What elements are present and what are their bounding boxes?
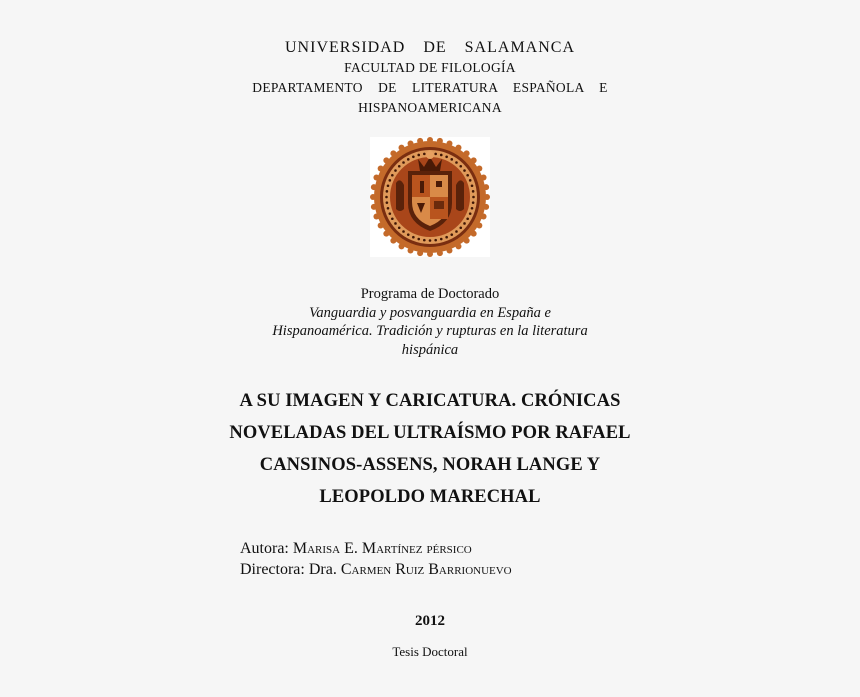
title-line-1: A SU IMAGEN Y CARICATURA. CRÓNICAS (239, 391, 621, 411)
program-name-line-2: Hispanoamérica. Tradición y rupturas en la literatura (272, 323, 588, 339)
university-name: UNIVERSIDAD DE SALAMANCA (285, 39, 575, 56)
university-seal-icon (370, 137, 490, 257)
department-line-1: DEPARTAMENTO DE LITERATURA ESPAÑOLA E (252, 80, 608, 95)
title-line-3: CANSINOS-ASSENS, NORAH LANGE Y (259, 455, 601, 475)
program-name-line-3: hispánica (401, 341, 459, 358)
author-line (240, 539, 512, 560)
director-label: Directora: Dra. (240, 560, 341, 578)
author-label: Autora: (240, 540, 293, 557)
title-line-4: LEOPOLDO MARECHAL (319, 487, 541, 507)
thesis-type: Tesis Doctoral (392, 644, 468, 659)
thesis-year: 2012 (415, 613, 445, 629)
program-label: Programa de Doctorado (360, 286, 500, 302)
program-name-line-1: Vanguardia y posvanguardia en España e (309, 304, 551, 321)
department-line-2: HISPANOAMERICANA (358, 100, 502, 115)
credits (240, 539, 512, 580)
faculty-name: FACULTAD DE FILOLOGÍA (344, 60, 516, 75)
thesis-title (0, 385, 860, 513)
doctoral-program (0, 285, 860, 359)
title-line-2: NOVELADAS DEL ULTRAÍSMO POR RAFAEL (229, 423, 631, 443)
author-name: Marisa E. Martínez pérsico (292, 540, 472, 557)
director-line (240, 560, 512, 581)
institution-header (0, 38, 860, 118)
director-name: Carmen Ruiz Barrionuevo (340, 560, 512, 578)
